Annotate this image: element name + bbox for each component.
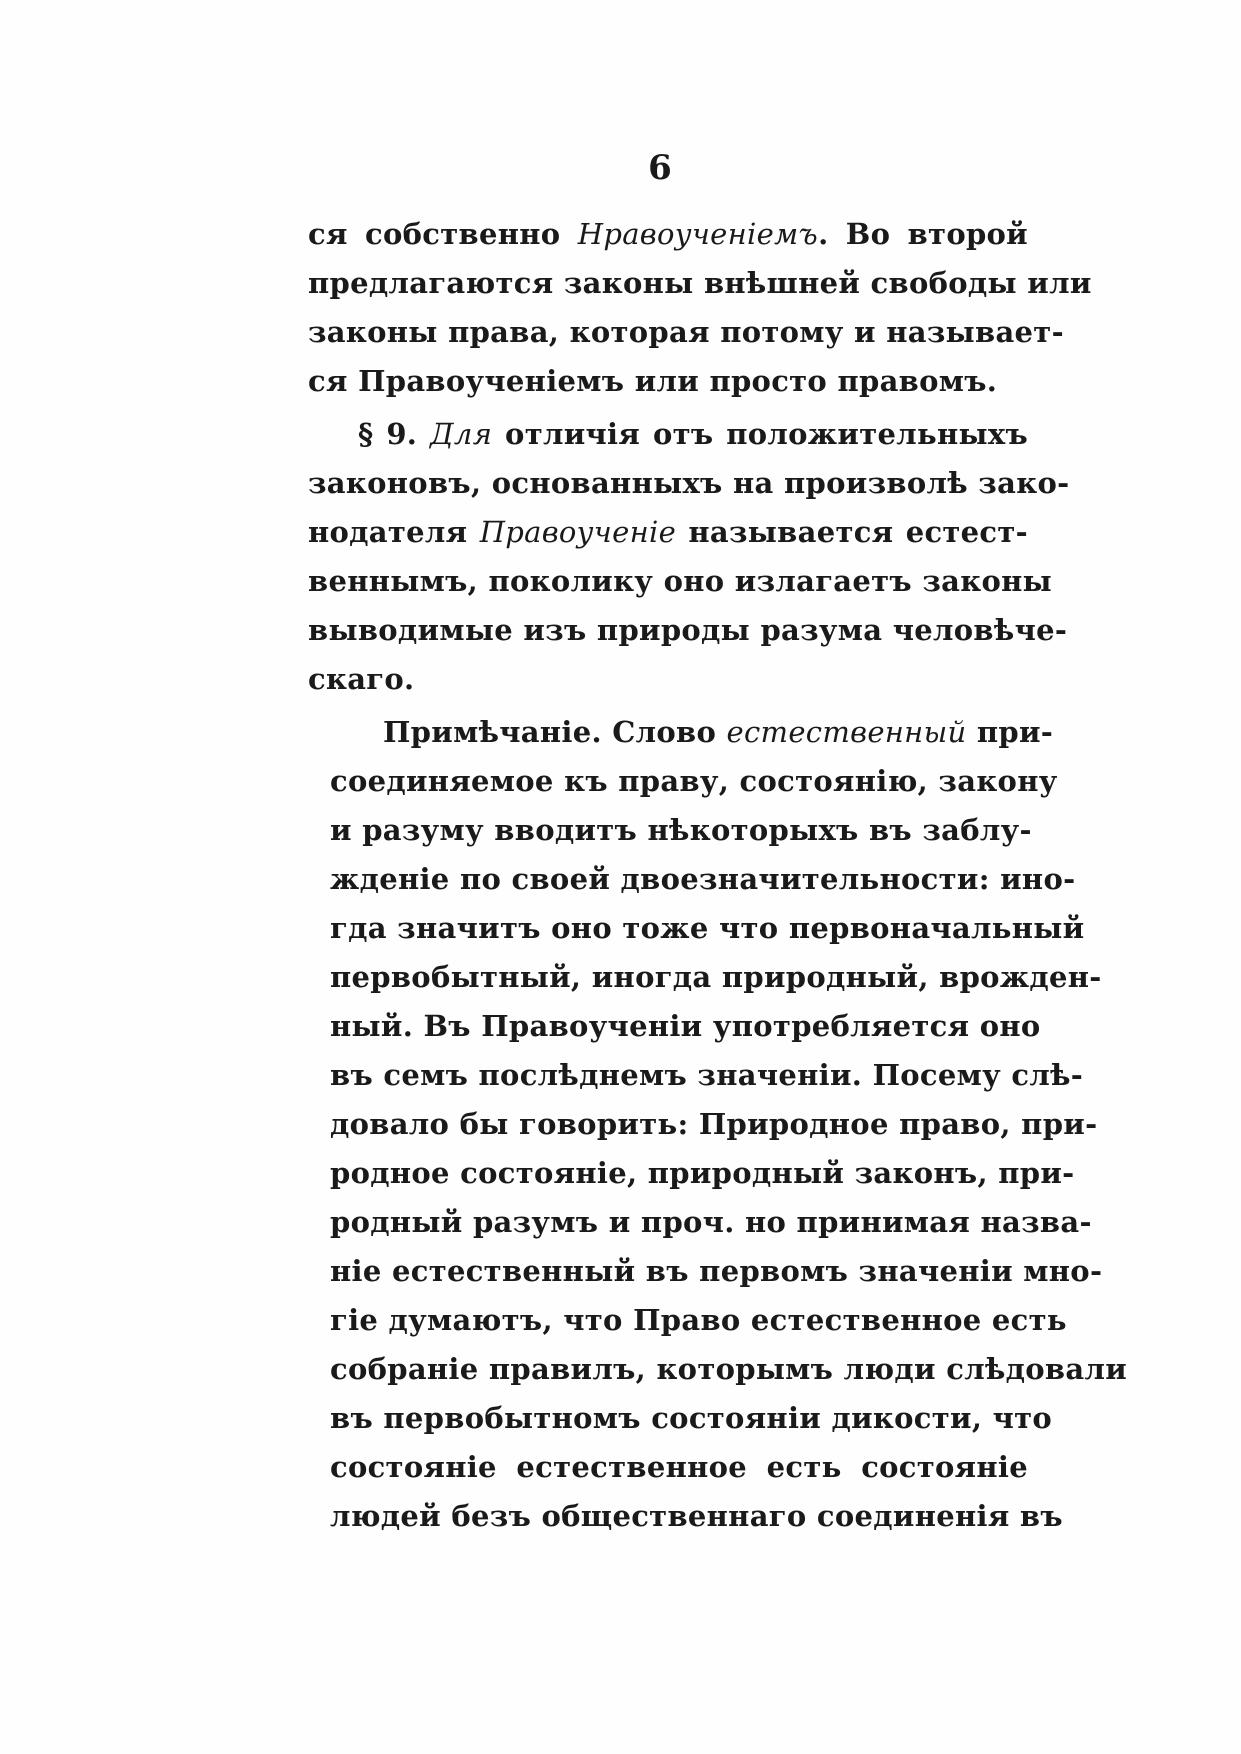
- text-line: [308, 708, 1054, 757]
- text-run: называется естест-: [676, 515, 1028, 549]
- note-paragraph: [308, 708, 1127, 1541]
- text-line: скаго.: [308, 662, 415, 696]
- text-line: довало бы говорить: Природное право, при-: [330, 1107, 1098, 1141]
- section-mark: § 9.: [358, 417, 431, 451]
- page-text: [308, 210, 1127, 1541]
- text-line: въ первобытномъ состояніи дикости, что: [330, 1401, 1053, 1435]
- italic-term: Нравоученіемъ: [577, 217, 819, 251]
- text-line: гіе думаютъ, что Право естественное есть: [330, 1303, 1067, 1337]
- text-line: людей безъ общественнаго соединенія въ: [330, 1499, 1063, 1533]
- paragraph-2: [308, 410, 1070, 704]
- text-run: нодателя: [308, 515, 480, 549]
- italic-term: Правоученіе: [479, 515, 677, 549]
- text-line: [308, 210, 1028, 259]
- text-run: при-: [966, 715, 1054, 749]
- text-line: законы права, которая потому и называет-: [308, 315, 1064, 349]
- text-line: состояніе естественное есть состояніе: [330, 1450, 1028, 1484]
- text-line: ный. Въ Правоученіи употребляется оно: [330, 1009, 1041, 1043]
- paragraph-1: [308, 210, 1092, 406]
- text-run: ся собственно: [308, 217, 578, 251]
- page-number: 6: [648, 148, 672, 188]
- text-line: и разуму вводитъ нѣкоторыхъ въ заблу-: [330, 813, 1032, 847]
- italic-term: Для: [430, 417, 493, 451]
- text-line: родное состояніе, природный законъ, при-: [330, 1156, 1075, 1190]
- text-line: веннымъ, поколику оно излагаетъ законы: [308, 564, 1053, 598]
- text-run: отличія отъ положительныхъ: [492, 417, 1028, 451]
- text-line: первобытный, иногда природный, врожден-: [330, 960, 1102, 994]
- text-run: . Во второй: [818, 217, 1028, 251]
- text-line: гда значитъ оно тоже что первоначальный: [330, 911, 1085, 945]
- text-line: предлагаются законы внѣшней свободы или: [308, 266, 1092, 300]
- text-line: ніе естественный въ первомъ значеніи мно-: [330, 1254, 1103, 1288]
- text-run: Примѣчаніе. Слово: [383, 715, 727, 749]
- text-line: законовъ, основанныхъ на произволѣ зако-: [308, 466, 1070, 500]
- text-line: собраніе правилъ, которымъ люди слѣдовали: [330, 1352, 1127, 1386]
- text-line: выводимые изъ природы разума человѣче-: [308, 613, 1068, 647]
- text-line: ся Правоученіемъ или просто правомъ.: [308, 364, 998, 398]
- text-line: [308, 508, 1028, 557]
- text-line: родный разумъ и проч. но принимая назва-: [330, 1205, 1092, 1239]
- italic-term: естественный: [726, 715, 967, 749]
- text-line: жденіе по своей двоезначительности: ино-: [330, 862, 1076, 896]
- text-line: соединяемое къ праву, состоянію, закону: [330, 764, 1058, 798]
- text-line: [308, 410, 1028, 459]
- text-line: въ семъ послѣднемъ значеніи. Посему слѣ-: [330, 1058, 1084, 1092]
